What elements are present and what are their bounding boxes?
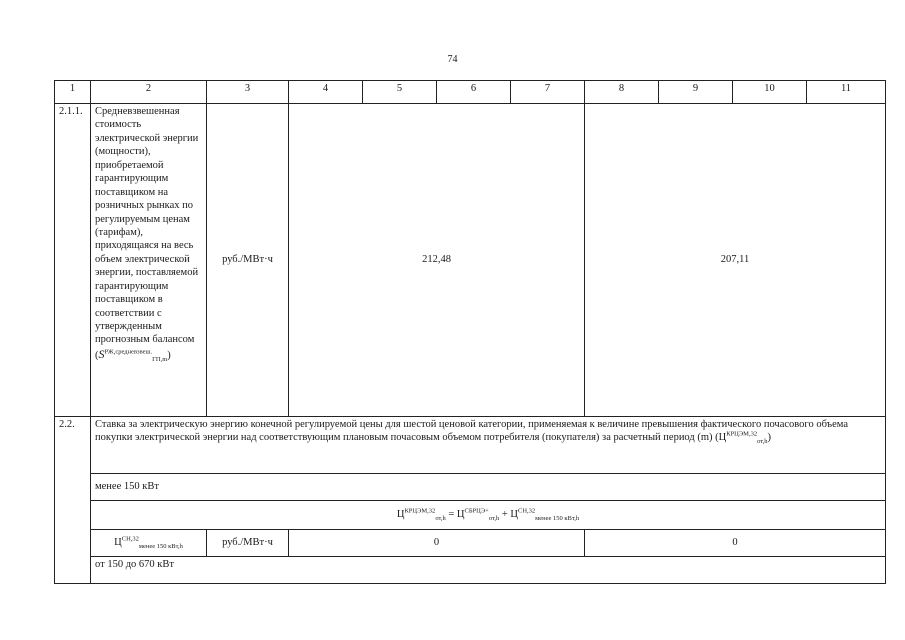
table-row [55,104,886,417]
header-cell: 9 [659,81,733,104]
symbol-sup: РЖ,средневзвеш. [104,348,153,356]
value-cell: 212,48 [289,104,585,417]
formula-term-2: Ц [510,509,518,521]
header-cell: 5 [363,81,437,104]
formula-term-1: Ц [456,509,465,521]
row-number: 2.2. [55,417,91,584]
header-cell: 6 [437,81,511,104]
table-row [55,530,886,557]
table-row [55,557,886,584]
formula-term-1-sup: СБРЦЭ+ [464,507,489,515]
table-row [55,417,886,474]
formula-equals: = [448,509,455,521]
value-cell: 207,11 [585,104,886,417]
symbol-sup: СН,32 [121,535,139,543]
header-cell: 3 [207,81,289,104]
header-cell: 8 [585,81,659,104]
header-cell: 7 [511,81,585,104]
subsection-label: менее 150 кВт [91,474,886,501]
symbol-sub: менее 150 кВт,h [138,543,183,551]
formula-lhs: Ц [396,509,405,521]
formula-term-1-sub: от,h [488,515,500,523]
formula-plus: + [501,509,508,521]
symbol-sub: ГП,m [152,355,168,363]
value-cell: 0 [585,530,886,557]
symbol-base: Ц [718,432,727,444]
formula-lhs-sub: от,h [435,515,446,523]
unit-cell: руб./МВт·ч [207,104,289,417]
value-cell: 0 [289,530,585,557]
description-text: Ставка за электрическую энергию конечной регулируемой цены для шестой ценовой категории, применяемая к величине превышения фактического почасового объема покупки электрической энергии над соответствующим плановым почасовым объемом потребителя (покупателя) за расчетный период (m) [95,419,848,444]
header-cell: 10 [733,81,807,104]
header-row [55,81,886,104]
symbol-base: Ц [114,537,122,549]
symbol-sup: КРЦЭМ,32 [726,430,758,438]
row-description: Ставка за электрическую энергию конечной регулируемой цены для шестой ценовой категории, применяемая к величине превышения фактического почасового объема покупки электрической энергии над соответствующим плановым почасовым объемом потребителя (покупателя) за расчетный период (m) $(Ц^{КРЦЭМ,32}_{от,h})$ [91,417,886,474]
tariff-table [54,80,886,584]
header-cell: 1 [55,81,91,104]
page-number: 74 [447,54,458,65]
row-number: 2.1.1. [55,104,91,417]
formula-lhs-sup: КРЦЭМ,32 [404,507,436,515]
table-row [55,501,886,530]
header-cell: 2 [91,81,207,104]
formula-term-2-sub: менее 150 кВт,h [535,515,580,523]
symbol-sub: от,h [757,438,768,446]
symbol-base: S [98,346,105,361]
row-description [91,530,207,557]
header-cell: 4 [289,81,363,104]
subsection-label: от 150 до 670 кВт [91,557,886,584]
formula-cell [91,501,886,530]
row-description: Средневзвешенная стоимость электрической энергии (мощности), приобретаемой гарантирующим поставщиком на розничных рынках по регулируемым ценам (тарифам), приходящаяся на весь объем электрической энергии, поставляемой гарантирующим поставщиком в соответствии с утвержденным прогнозным балансом $(S^{РЖ,средневзвеш.}_{ГП,m})$ [91,104,207,417]
header-cell: 11 [807,81,886,104]
table-row [55,474,886,501]
unit-cell: руб./МВт·ч [207,530,289,557]
formula-term-2-sup: СН,32 [518,507,536,515]
description-text: Средневзвешенная стоимость электрической энергии (мощности), приобретаемой гарантирующим поставщиком на розничных рынках по регулируемым ценам (тарифам), приходящаяся на весь объем электрической энергии, поставляемой гарантирующим поставщиком в соответствии с утвержденным прогнозным балансом [95,106,199,346]
